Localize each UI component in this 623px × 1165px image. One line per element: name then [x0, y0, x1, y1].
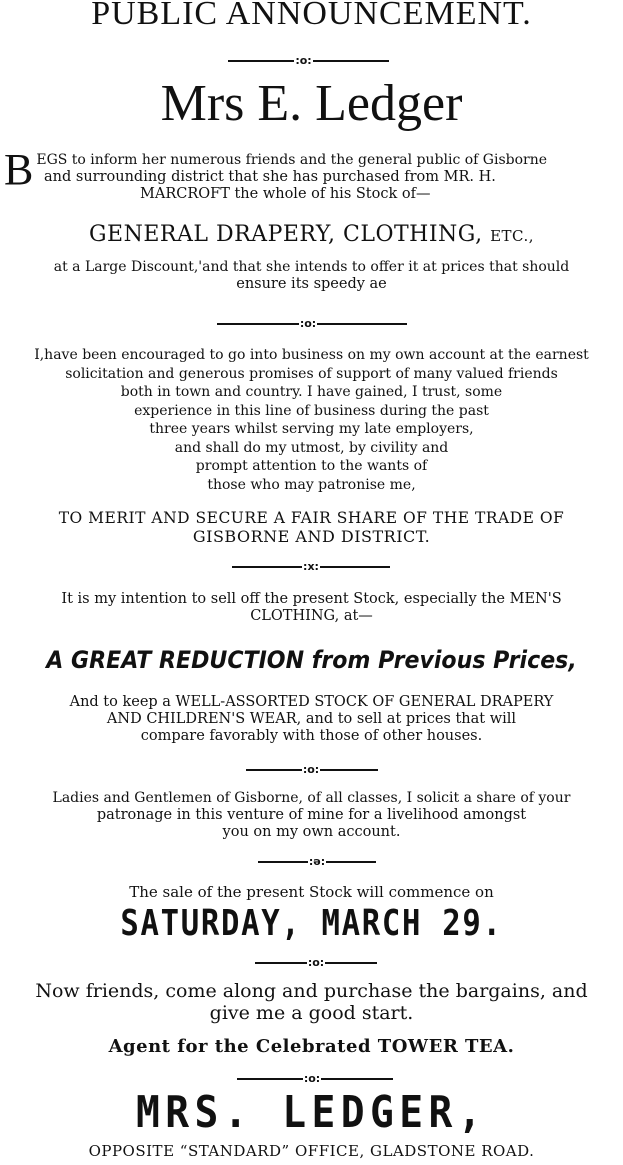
statement-line: I,have been encouraged to go into business on my own account at the earnest — [34, 347, 589, 363]
merit-heading — [0, 508, 623, 546]
ladies-line-1: Ladies and Gentlemen of Gisborne, of all classes, I solicit a share of your — [52, 790, 571, 806]
discount-line-1: at a Large Discount,'and that she intends to offer it at prices that should — [53, 259, 570, 275]
intro-line-1: EGS to inform her numerous friends and the general public of Gisborne — [36, 152, 548, 168]
divider-mark: :o: — [302, 763, 320, 776]
divider — [242, 763, 382, 777]
statement-paragraph — [0, 346, 623, 494]
divider — [226, 54, 391, 68]
discount-line-2: ensure its speedy ae — [236, 276, 387, 292]
keep-stock-paragraph — [0, 694, 623, 745]
statement-line: those who may patronise me, — [207, 476, 416, 493]
keep-stock-line-3: compare favorably with those of other houses. — [140, 728, 483, 744]
ladies-paragraph — [0, 790, 623, 841]
merit-line-2: GISBORNE AND DISTRICT. — [192, 527, 431, 546]
discount-paragraph — [0, 259, 623, 293]
sale-start-line: The sale of the present Stock will commence on — [129, 883, 494, 901]
statement-line: both in town and country. I have gained, I trust, some — [120, 384, 503, 400]
address-line: OPPOSITE “STANDARD” OFFICE, GLADSTONE ROAD. — [88, 1142, 535, 1160]
statement-line: experience in this line of business during the past — [134, 402, 489, 419]
intro-paragraph — [0, 145, 623, 206]
ladies-line-2: patronage in this venture of mine for a livelihood amongst — [96, 807, 527, 823]
announcement-title: PUBLIC ANNOUNCEMENT. — [91, 0, 532, 32]
divider — [214, 317, 410, 331]
intention-line-1: It is my intention to sell off the present Stock, especially the MEN'S — [61, 591, 562, 607]
divider — [250, 956, 382, 970]
sale-date: SATURDAY, MARCH 29. — [120, 903, 503, 944]
stock-heading-main: GENERAL DRAPERY, CLOTHING, — [88, 222, 483, 247]
divider — [232, 1072, 398, 1086]
intention-line-2: CLOTHING, at— — [250, 608, 373, 624]
intro-line-2: and surrounding district that she has purchased from MR. H. — [44, 169, 496, 185]
friends-line-2: give me a good start. — [209, 1002, 414, 1024]
divider-mark: :o: — [307, 956, 325, 969]
reduction-headline: A GREAT REDUCTION from Previous Prices, — [46, 646, 577, 674]
statement-line: and shall do my utmost, by civility and — [174, 439, 449, 456]
stock-heading-etc: ETC., — [490, 227, 534, 245]
divider-mark: :x: — [303, 560, 319, 573]
dropcap-letter: B — [4, 145, 34, 194]
divider-mark: :o: — [303, 1072, 321, 1085]
stock-heading — [0, 222, 623, 247]
advertiser-name: Mrs E. Ledger — [160, 75, 463, 132]
intention-paragraph — [0, 591, 623, 625]
friends-line-1: Now friends, come along and purchase the bargains, and — [35, 980, 588, 1002]
keep-stock-line-2: AND CHILDREN'S WEAR, and to sell at prices that will — [106, 711, 517, 727]
agent-line: Agent for the Celebrated TOWER TEA. — [108, 1036, 515, 1057]
intro-line-3: MARCROFT the whole of his Stock of— — [140, 186, 431, 202]
divider-mark: :ə: — [308, 855, 326, 868]
divider-mark: :o: — [295, 54, 312, 67]
statement-line: three years whilst serving my late employers, — [149, 421, 474, 437]
ladies-line-3: you on my own account. — [222, 824, 401, 840]
divider — [252, 855, 382, 869]
statement-line: prompt attention to the wants of — [195, 458, 428, 474]
merit-line-1: TO MERIT AND SECURE A FAIR SHARE OF THE TRADE OF — [58, 509, 565, 527]
signature-name: MRS. LEDGER, — [136, 1087, 487, 1138]
statement-line: solicitation and generous promises of support of many valued friends — [65, 365, 558, 382]
divider — [226, 560, 396, 574]
friends-paragraph — [0, 980, 623, 1024]
divider-mark: :o: — [299, 317, 317, 330]
keep-stock-line-1: And to keep a WELL-ASSORTED STOCK OF GENERAL DRAPERY — [69, 694, 554, 710]
